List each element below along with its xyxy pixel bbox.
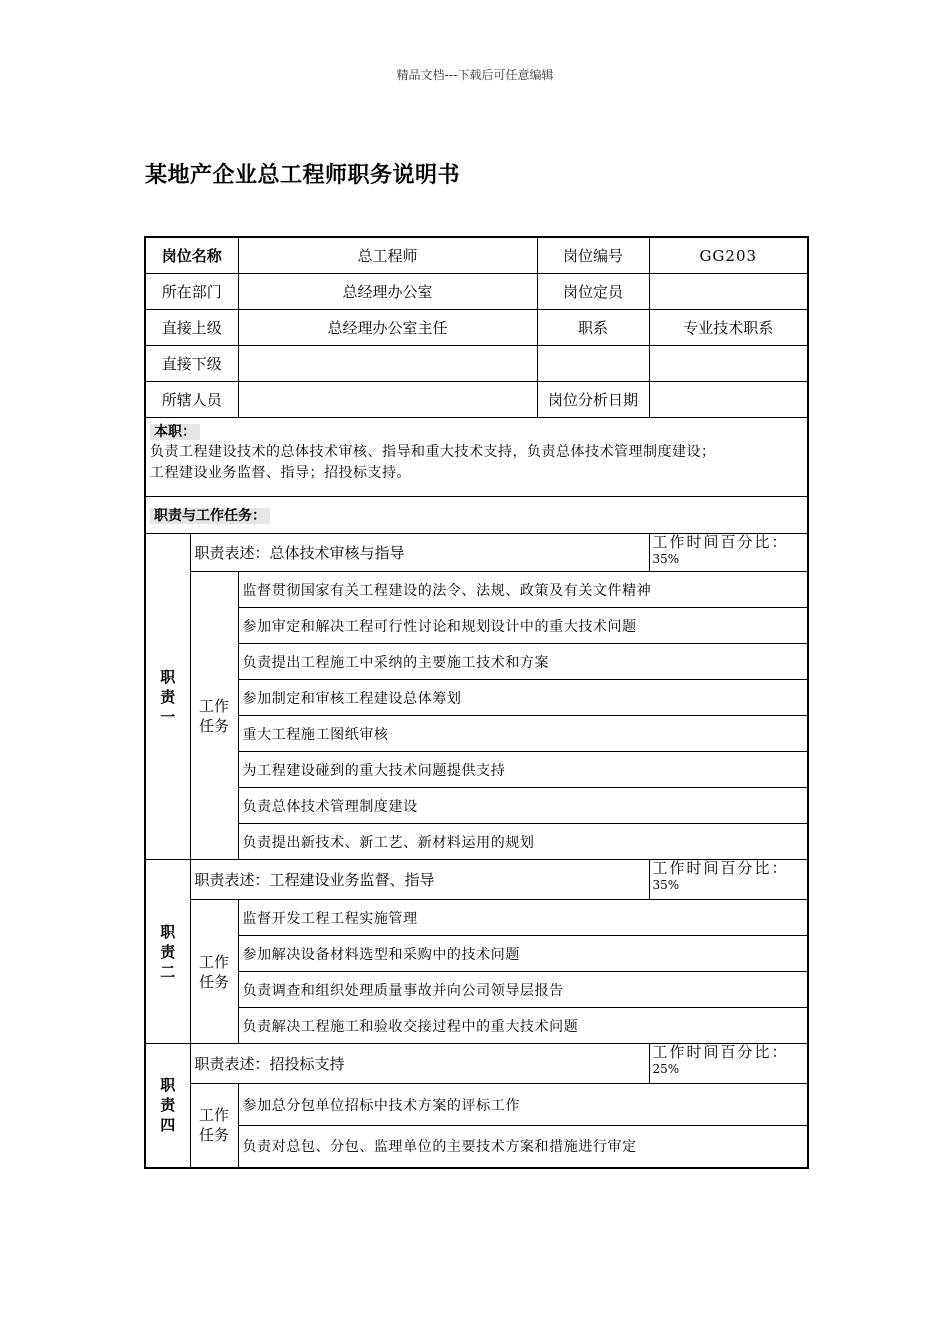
core-duty-line-2: 工程建设业务监督、指导；招投标支持。 — [150, 465, 411, 481]
header-row-3 — [145, 310, 808, 346]
value-direct-superior: 总经理办公室主任 — [238, 310, 537, 346]
label-direct-subordinate: 直接下级 — [145, 346, 238, 382]
duty-1-time-percent: 工作时间百分比： 35% — [649, 534, 808, 572]
duty-1-task-row — [145, 608, 808, 644]
label-staff-under: 所辖人员 — [145, 382, 238, 418]
task-item: 参加解决设备材料选型和采购中的技术问题 — [238, 936, 808, 972]
value-position-name: 总工程师 — [238, 237, 537, 274]
duty-2-desc-row — [145, 860, 808, 900]
header-row-5 — [145, 382, 808, 418]
task-item: 负责调查和组织处理质量事故并向公司领导层报告 — [238, 972, 808, 1008]
task-item: 参加审定和解决工程可行性讨论和规划设计中的重大技术问题 — [238, 608, 808, 644]
task-item: 为工程建设碰到的重大技术问题提供支持 — [238, 752, 808, 788]
label-position-name: 岗位名称 — [145, 237, 238, 274]
duty-1-label: 职 责 一 — [145, 534, 190, 860]
core-duty-cell — [145, 418, 808, 497]
duty-1-task-row — [145, 752, 808, 788]
value-department: 总经理办公室 — [238, 274, 537, 310]
duty-4-task-row — [145, 1084, 808, 1126]
value-headcount — [649, 274, 808, 310]
task-item: 负责提出新技术、新工艺、新材料运用的规划 — [238, 824, 808, 860]
label-department: 所在部门 — [145, 274, 238, 310]
value-analysis-date — [649, 382, 808, 418]
job-description-table — [144, 236, 809, 1169]
empty-cell — [537, 346, 649, 382]
value-staff-under — [238, 382, 537, 418]
duties-header-row — [145, 497, 808, 534]
duty-4-label: 职 责 四 — [145, 1044, 190, 1168]
duty-2-label: 职 责 二 — [145, 860, 190, 1044]
value-direct-subordinate — [238, 346, 537, 382]
task-item: 参加总分包单位招标中技术方案的评标工作 — [238, 1084, 808, 1126]
task-item: 负责总体技术管理制度建设 — [238, 788, 808, 824]
duty-4-time-percent: 工作时间百分比： 25% — [649, 1044, 808, 1084]
duty-1-desc-row — [145, 534, 808, 572]
label-job-family: 职系 — [537, 310, 649, 346]
task-item: 负责解决工程施工和验收交接过程中的重大技术问题 — [238, 1008, 808, 1044]
duties-header-cell — [145, 497, 808, 534]
duty-4-task-label: 工作 任务 — [190, 1084, 238, 1168]
duty-2-task-row — [145, 1008, 808, 1044]
label-direct-superior: 直接上级 — [145, 310, 238, 346]
task-item: 参加制定和审核工程建设总体筹划 — [238, 680, 808, 716]
value-position-code: GG203 — [649, 237, 808, 274]
duty-1-task-row — [145, 788, 808, 824]
duty-2-task-row — [145, 936, 808, 972]
header-row-2 — [145, 274, 808, 310]
duty-2-task-row — [145, 900, 808, 936]
header-row-1 — [145, 237, 808, 274]
task-item: 负责对总包、分包、监理单位的主要技术方案和措施进行审定 — [238, 1126, 808, 1168]
core-duty-label: 本职： — [150, 424, 200, 440]
duty-1-task-row — [145, 716, 808, 752]
duty-2-task-row — [145, 972, 808, 1008]
duty-1-task-row — [145, 824, 808, 860]
label-position-code: 岗位编号 — [537, 237, 649, 274]
core-duty-line-1: 负责工程建设技术的总体技术审核、指导和重大技术支持，负责总体技术管理制度建设； — [150, 444, 716, 460]
watermark-text: 精品文档---下载后可任意编辑 — [396, 68, 554, 82]
task-item: 监督贯彻国家有关工程建设的法令、法规、政策及有关文件精神 — [238, 572, 808, 608]
task-item: 负责提出工程施工中采纳的主要施工技术和方案 — [238, 644, 808, 680]
duty-1-task-row — [145, 572, 808, 608]
header-row-4 — [145, 346, 808, 382]
label-headcount: 岗位定员 — [537, 274, 649, 310]
duty-4-desc-row — [145, 1044, 808, 1084]
task-item: 监督开发工程工程实施管理 — [238, 900, 808, 936]
duty-1-task-label: 工作 任务 — [190, 572, 238, 860]
duty-1-task-row — [145, 644, 808, 680]
duty-2-time-percent: 工作时间百分比： 35% — [649, 860, 808, 900]
duty-2-description: 职责表述：工程建设业务监督、指导 — [190, 860, 649, 900]
empty-cell — [649, 346, 808, 382]
document-title: 某地产企业总工程师职务说明书 — [145, 163, 461, 188]
label-analysis-date: 岗位分析日期 — [537, 382, 649, 418]
duties-label: 职责与工作任务： — [150, 508, 270, 524]
value-job-family: 专业技术职系 — [649, 310, 808, 346]
duty-4-task-row — [145, 1126, 808, 1168]
duty-2-task-label: 工作 任务 — [190, 900, 238, 1044]
task-item: 重大工程施工图纸审核 — [238, 716, 808, 752]
duty-4-description: 职责表述：招投标支持 — [190, 1044, 649, 1084]
core-duty-row — [145, 418, 808, 497]
duty-1-task-row — [145, 680, 808, 716]
duty-1-description: 职责表述：总体技术审核与指导 — [190, 534, 649, 572]
